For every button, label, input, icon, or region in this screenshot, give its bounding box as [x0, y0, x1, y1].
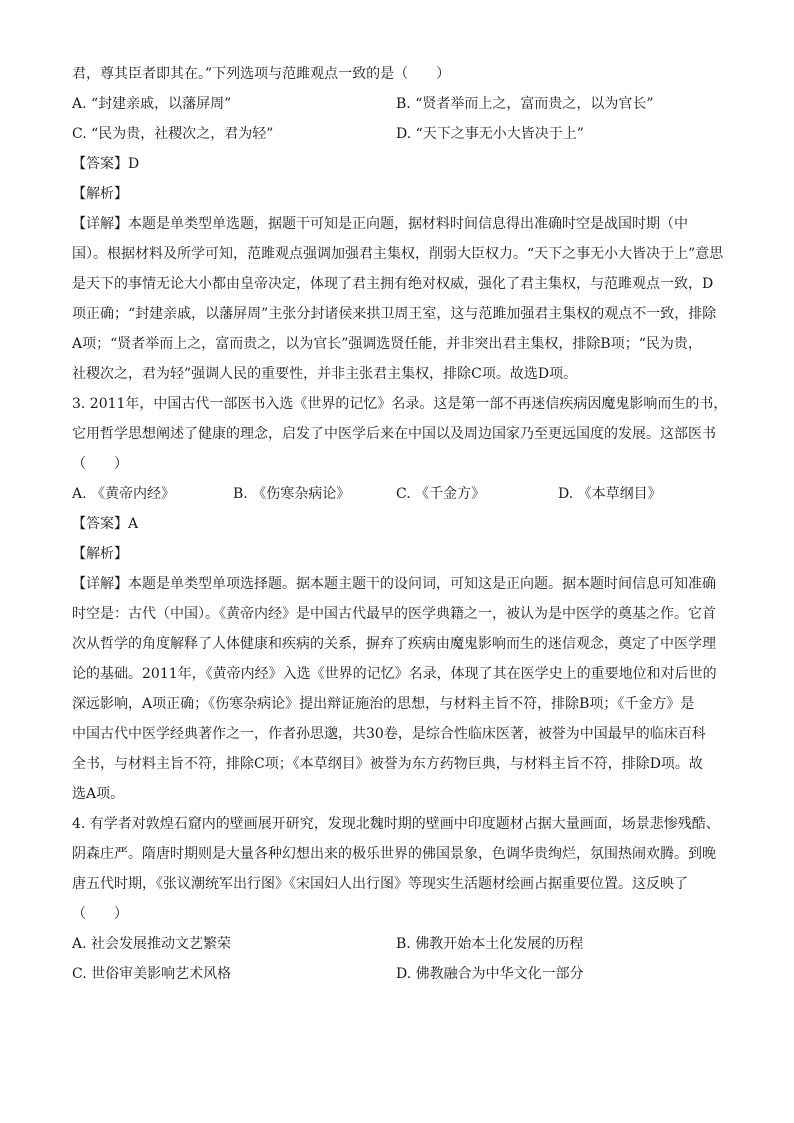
q4-stem-line: 唐五代时期，《张议潮统军出行图》《宋国妇人出行图》等现实生活题材绘画占据重要位置。这反映了 — [72, 876, 688, 892]
q2-detail-line: 国）。根据材料及所学可知，范雎观点强调加强君主集权，削弱大臣权力。“天下之事无小大皆决于上”意思 — [72, 246, 724, 262]
q4-stem-line: 4. 有学者对敦煌石窟内的壁画展开研究，发现北魏时期的壁画中印度题材占据大量画面，场景悲惨残酷、 — [72, 816, 720, 832]
q2-analysis-label: 【解析】 — [72, 186, 128, 202]
document-page — [72, 62, 728, 992]
q4-option-b: B. 佛教开始本土化发展的历程 — [396, 936, 584, 952]
q4-stem — [72, 812, 724, 927]
q4-options-row-1 — [72, 932, 724, 957]
q3-option-a: A. 《黄帝内经》 — [72, 486, 176, 502]
q2-detail-line: 社稷次之，君为轻”强调人民的重要性，并非主张君主集权，排除C项。故选D项。 — [72, 366, 578, 382]
q3-detail — [72, 572, 724, 807]
q3-detail-line: 时空是：古代（中国）。《黄帝内经》是中国古代最早的医学典籍之一，被认为是中医学的奠基之作。它首 — [72, 606, 716, 622]
q3-stem-line: 它用哲学思想阐述了健康的理念，启发了中医学后来在中国以及周边国家乃至更远国度的发展。这部医书 — [72, 426, 716, 442]
q3-analysis-label: 【解析】 — [72, 546, 128, 562]
q3-detail-line: 【详解】本题是单类型单项选择题。据本题主题干的设问词，可知这是正向题。据本题时间信息可知准确 — [72, 576, 716, 592]
q2-detail-line: 【详解】本题是单类型单选题，据题干可知是正向题，据材料时间信息得出准确时空是战国时期（中 — [72, 216, 688, 232]
q4-option-c: C. 世俗审美影响艺术风格 — [72, 966, 232, 982]
q3-option-d: D. 《本草纲目》 — [558, 486, 662, 502]
q3-detail-line: 次从哲学的角度解释了人体健康和疾病的关系，摒弃了疾病由魔鬼影响而生的迷信观念，奠定了中医学理 — [72, 636, 716, 652]
q3-detail-line: 全书，与材料主旨不符，排除C项；《本草纲目》被誉为东方药物巨典，与材料主旨不符，排除D项。故 — [72, 756, 703, 772]
q2-stem-tail: 君，尊其臣者即其在。”下列选项与范雎观点一致的是（ ） — [72, 66, 451, 82]
q2-option-c: C. “民为贵，社稷次之，君为轻” — [72, 126, 274, 142]
q3-option-b: B. 《伤寒杂病论》 — [233, 486, 351, 502]
q2-detail-line: 项正确；“封建亲戚，以藩屏周”主张分封诸侯来拱卫周王室，这与范雎加强君主集权的观点不一致，排除 — [72, 306, 717, 322]
q2-option-d: D. “天下之事无小大皆决于上” — [396, 126, 584, 142]
q2-detail-line: A项；“贤者举而上之，富而贵之，以为官长”强调选贤任能，并非突出君主集权，排除B项；“民为贵， — [72, 336, 702, 352]
q3-stem-line: （ ） — [72, 456, 128, 472]
q4-option-d: D. 佛教融合为中华文化一部分 — [396, 966, 584, 982]
q2-detail — [72, 212, 724, 387]
q3-detail-line: 深远影响，A项正确；《伤寒杂病论》提出辩证施治的思想，与材料主旨不符，排除B项；《千金方》是 — [72, 696, 695, 712]
q4-stem-line: （ ） — [72, 906, 128, 922]
q3-detail-line: 论的基础。2011年，《黄帝内经》入选《世界的记忆》名录，体现了其在医学史上的重要地位和对后世的 — [72, 666, 717, 682]
q4-stem-line: 阴森庄严。隋唐时期则是大量各种幻想出来的极乐世界的佛国景象，色调华贵绚烂，氛围热闹欢腾。到晚 — [72, 846, 716, 862]
q3-stem-line: 3. 2011年，中国古代一部医书入选《世界的记忆》名录。这是第一部不再迷信疾病因魔鬼影响而生的书， — [72, 396, 728, 412]
q3-detail-line: 中国古代中医学经典著作之一，作者孙思邈，共30卷，是综合性临床医著，被誉为中国最早的临床百科 — [72, 726, 706, 742]
q3-option-c: C. 《千金方》 — [396, 486, 486, 502]
q2-detail-line: 是天下的事情无论大小都由皇帝决定，体现了君主拥有绝对权威，强化了君主集权，与范雎观点一致，D — [72, 276, 714, 292]
q2-answer: 【答案】D — [72, 156, 140, 172]
q3-answer: 【答案】A — [72, 516, 139, 532]
q4-options-row-2 — [72, 962, 724, 987]
q3-options-row — [72, 482, 724, 507]
q2-option-a: A. “封建亲戚，以藩屏周” — [72, 96, 232, 112]
q3-stem — [72, 392, 728, 477]
q4-option-a: A. 社会发展推动文艺繁荣 — [72, 936, 232, 952]
q2-option-b: B. “贤者举而上之，富而贵之，以为官长” — [396, 96, 654, 112]
q2-options-row-2 — [72, 122, 724, 147]
q3-detail-line: 选A项。 — [72, 786, 125, 802]
q2-options-row-1 — [72, 92, 724, 117]
